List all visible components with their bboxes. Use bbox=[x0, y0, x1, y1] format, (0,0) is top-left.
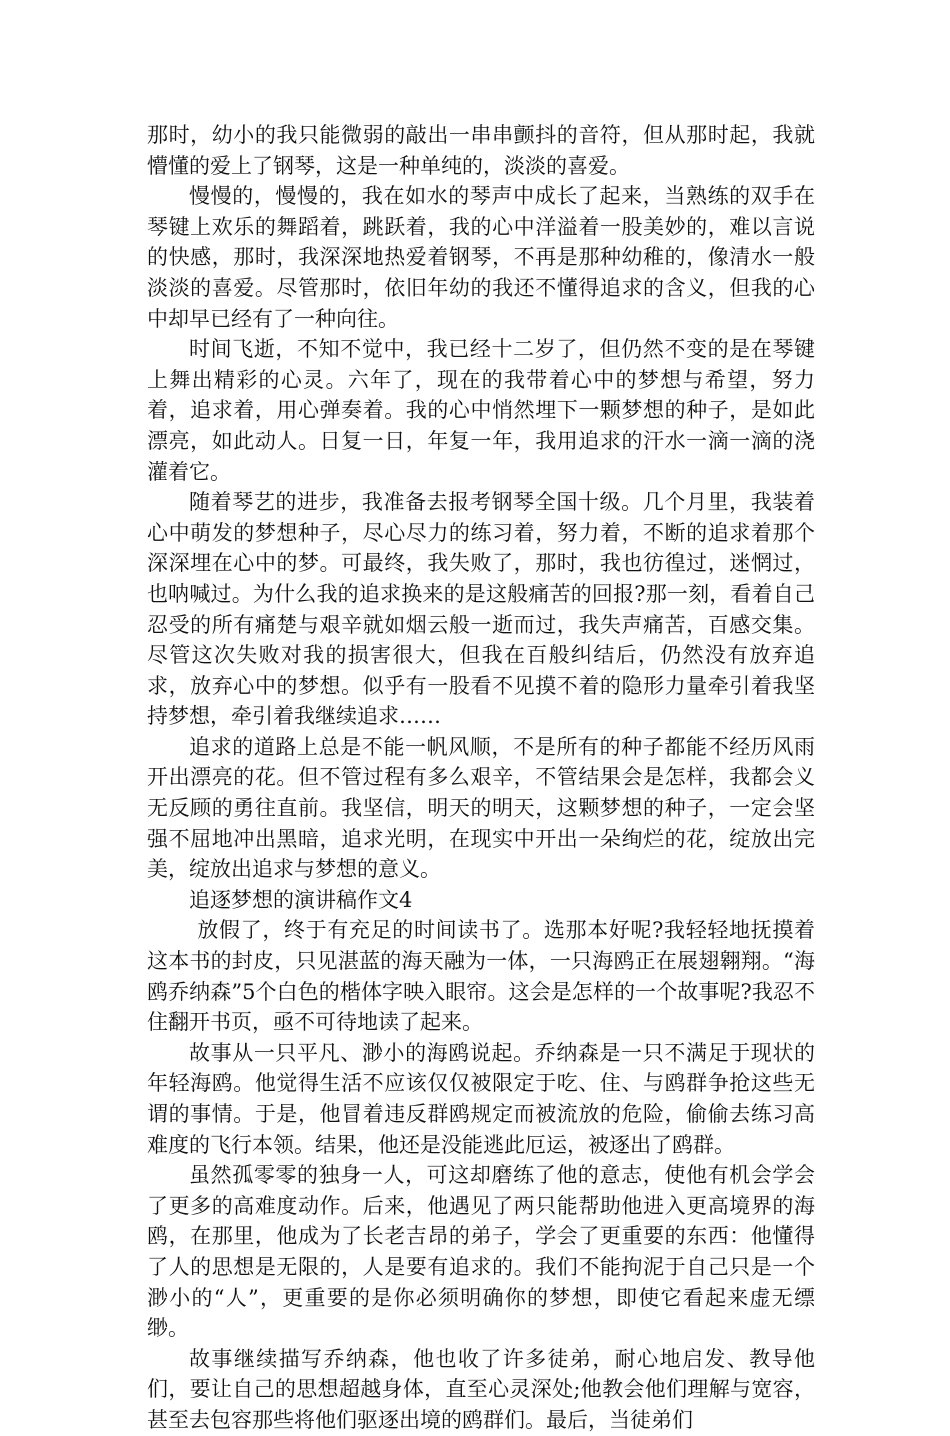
paragraph-story-start: 故事从一只平凡、渺小的海鸥说起。乔纳森是一只不满足于现状的年轻海鸥。他觉得生活不应该仅仅被限定于吃、住、与鸥群争抢这些无谓的事情。于是，他冒着违反群鸥规定而被流放的危险，偷偷去练习高难度的飞行本领。结果，他还是没能逃此厄运，被逐出了鸥群。 bbox=[147, 1040, 815, 1157]
document-body bbox=[147, 120, 815, 1436]
paragraph-story-continues: 故事继续描写乔纳森，他也收了许多徒弟，耐心地启发、教导他们，要让自己的思想超越身体，直至心灵深处;他教会他们理解与宽容，甚至去包容那些将他们驱逐出境的鸥群们。最后，当徒弟们 bbox=[147, 1346, 815, 1432]
paragraph-time-flies: 时间飞逝，不知不觉中，我已经十二岁了，但仍然不变的是在琴键上舞出精彩的心灵。六年了，现在的我带着心中的梦想与希望，努力着，追求着，用心弹奏着。我的心中悄然埋下一颗梦想的种子，是如此漂亮，如此动人。日复一日，年复一年，我用追求的汗水一滴一滴的浇灌着它。 bbox=[147, 337, 815, 484]
section-heading: 追逐梦想的演讲稿作文4 bbox=[189, 887, 413, 912]
paragraph-vacation-reading: 放假了，终于有充足的时间读书了。选那本好呢?我轻轻地抚摸着这本书的封皮，只见湛蓝的海天融为一体，一只海鸥正在展翅翱翔。“海鸥乔纳森”5个白色的楷体字映入眼帘。这会是怎样的一个故事呢?我忍不住翻开书页，亟不可待地读了起来。 bbox=[147, 918, 815, 1035]
paragraph-alone-growth: 虽然孤零零的独身一人，可这却磨练了他的意志，使他有机会学会了更多的高难度动作。后来，他遇见了两只能帮助他进入更高境界的海鸥，在那里，他成为了长老吉昂的弟子，学会了更重要的东西：他懂得了人的思想是无限的，人是要有追求的。我们不能拘泥于自己只是一个渺小的“人”，更重要的是你必须明确你的梦想，即使它看起来虚无缥缈。 bbox=[147, 1163, 815, 1341]
paragraph-exam-failure: 随着琴艺的进步，我准备去报考钢琴全国十级。几个月里，我装着心中萌发的梦想种子，尽心尽力的练习着，努力着，不断的追求着那个深深埋在心中的梦。可最终，我失败了，那时，我也彷徨过，迷惘过，也呐喊过。为什么我的追求换来的是这般痛苦的回报?那一刻，看着自己忍受的所有痛楚与艰辛就如烟云般一逝而过，我失声痛苦，百感交集。尽管这次失败对我的损害很大，但我在百般纠结后，仍然没有放弃追求，放弃心中的梦想。似乎有一股看不见摸不着的隐形力量牵引着我坚持梦想，牵引着我继续追求…… bbox=[147, 490, 815, 729]
paragraph-pursuit-road: 追求的道路上总是不能一帆风顺，不是所有的种子都能不经历风雨开出漂亮的花。但不管过程有多么艰辛，不管结果会是怎样，我都会义无反顾的勇往直前。我坚信，明天的明天，这颗梦想的种子，一定会坚强不屈地冲出黑暗，追求光明，在现实中开出一朵绚烂的花，绽放出完美，绽放出追求与梦想的意义。 bbox=[147, 734, 815, 882]
paragraph-piano-growth: 慢慢的，慢慢的，我在如水的琴声中成长了起来，当熟练的双手在琴键上欢乐的舞蹈着，跳跃着，我的心中洋溢着一股美妙的，难以言说的快感，那时，我深深地热爱着钢琴，不再是那种幼稚的，像清水一般淡淡的喜爱。尽管那时，依旧年幼的我还不懂得追求的含义，但我的心中却早已经有了一种向往。 bbox=[147, 184, 815, 331]
paragraph-continuation: 那时，幼小的我只能微弱的敲出一串串颤抖的音符，但从那时起，我就懵懂的爱上了钢琴，这是一种单纯的，淡淡的喜爱。 bbox=[147, 123, 815, 178]
